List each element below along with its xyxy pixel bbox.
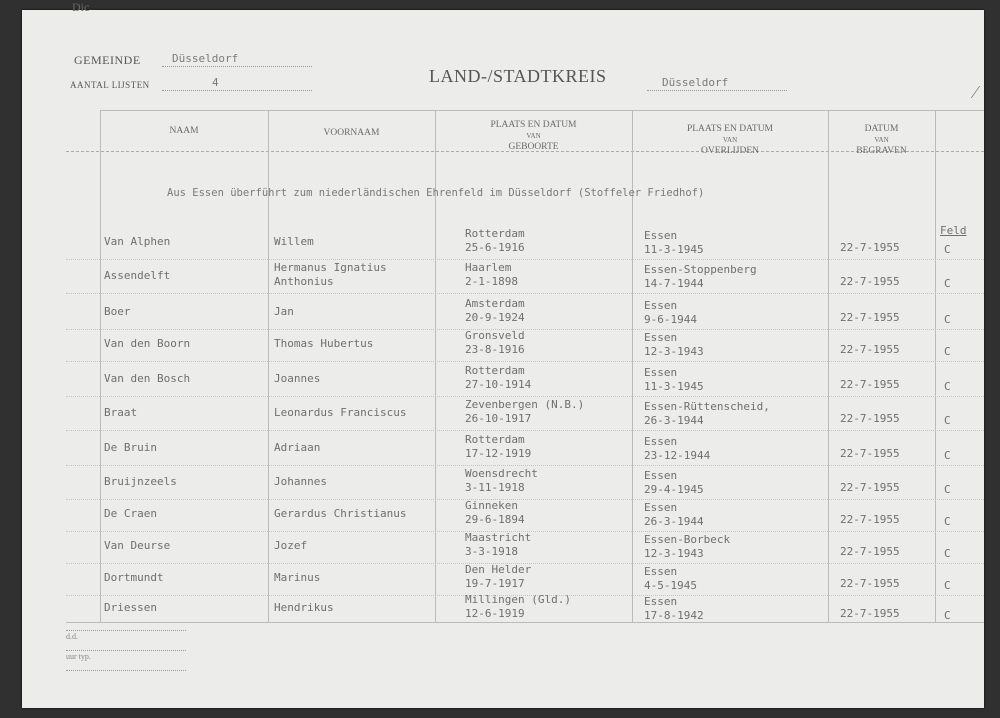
cell-voornaam: Thomas Hubertus	[274, 337, 374, 350]
cell-begraven: 22-7-1955	[840, 378, 900, 391]
gemeinde-label: GEMEINDE	[74, 53, 141, 67]
cell-geboorte-plaats: Den Helder	[465, 563, 532, 576]
header-overlijden-line1: PLAATS EN DATUM	[686, 124, 774, 134]
cell-begraven: 22-7-1955	[840, 275, 900, 288]
cell-overlijden-datum: 4-5-1945	[644, 579, 697, 592]
cell-geboorte-plaats: Woensdrecht	[465, 467, 538, 480]
cell-begraven: 22-7-1955	[840, 412, 900, 425]
cell-feld: C	[944, 579, 951, 592]
cell-geboorte-datum: 12-6-1919	[465, 607, 525, 620]
cell-begraven: 22-7-1955	[840, 343, 900, 356]
cell-geboorte-datum: 3-3-1918	[465, 545, 518, 558]
cell-overlijden-plaats: Essen	[644, 229, 678, 242]
cell-naam: De Craen	[104, 507, 157, 520]
cell-voornaam: Gerardus Christianus	[274, 507, 407, 520]
gemeinde-value: Düsseldorf	[172, 52, 239, 65]
aantal-underline	[162, 90, 312, 91]
cell-geboorte-plaats: Ginneken	[465, 499, 518, 512]
header-voornaam: VOORNAAM	[323, 128, 380, 138]
cell-naam: Van Alphen	[104, 235, 171, 248]
header-begraven-line1: DATUM	[864, 124, 899, 134]
cell-geboorte-plaats: Zevenbergen (N.B.)	[465, 398, 585, 411]
cell-naam: Van den Bosch	[104, 372, 191, 385]
cell-feld: C	[944, 609, 951, 622]
cell-overlijden-plaats: Essen	[644, 565, 678, 578]
row-separator	[66, 396, 984, 397]
header-overlijden-line2: VAN	[722, 136, 738, 144]
cell-overlijden-plaats: Essen-Stoppenberg	[644, 263, 757, 276]
cell-geboorte-datum: 3-11-1918	[465, 481, 525, 494]
gemeinde-underline	[162, 66, 312, 67]
cell-begraven: 22-7-1955	[840, 577, 900, 590]
cell-begraven: 22-7-1955	[840, 311, 900, 324]
cell-overlijden-plaats: Essen	[644, 331, 678, 344]
cell-overlijden-datum: 26-3-1944	[644, 515, 704, 528]
kreis-value: Düsseldorf	[662, 76, 729, 89]
feld-label: Feld	[940, 224, 967, 237]
cell-geboorte-datum: 20-9-1924	[465, 311, 525, 324]
header-overlijden-line3: OVERLIJDEN	[700, 146, 760, 156]
cell-geboorte-datum: 27-10-1914	[465, 378, 532, 391]
cell-overlijden-datum: 14-7-1944	[644, 277, 704, 290]
header-geboorte-line3: GEBOORTE	[508, 142, 559, 152]
cell-naam: De Bruin	[104, 441, 157, 454]
header-begraven	[828, 124, 935, 157]
row-separator	[66, 465, 984, 466]
cell-overlijden-plaats: Essen	[644, 366, 678, 379]
cell-feld: C	[944, 414, 951, 427]
cell-voornaam: Jozef	[274, 539, 308, 552]
cell-feld: C	[944, 313, 951, 326]
cell-overlijden-datum: 29-4-1945	[644, 483, 704, 496]
row-separator	[66, 329, 984, 330]
cell-voornaam: Leonardus Franciscus	[274, 406, 407, 419]
row-separator	[66, 499, 984, 500]
cell-naam: Dortmundt	[104, 571, 164, 584]
kreis-title: LAND-/STADTKREIS	[429, 66, 607, 86]
cell-geboorte-plaats: Millingen (Gld.)	[465, 593, 571, 606]
cell-geboorte-plaats: Rotterdam	[465, 227, 525, 240]
kreis-underline	[647, 90, 787, 91]
cell-overlijden-datum: 26-3-1944	[644, 414, 704, 427]
cell-naam: Driessen	[104, 601, 157, 614]
cell-overlijden-plaats: Essen	[644, 595, 678, 608]
cell-begraven: 22-7-1955	[840, 241, 900, 254]
cell-naam: Bruijnzeels	[104, 475, 177, 488]
cell-overlijden-plaats: Essen	[644, 501, 678, 514]
cell-voornaam: Adriaan	[274, 441, 321, 454]
cell-feld: C	[944, 449, 951, 462]
header-geboorte	[435, 120, 632, 153]
cell-feld: C	[944, 345, 951, 358]
cell-feld: C	[944, 277, 951, 290]
cell-begraven: 22-7-1955	[840, 545, 900, 558]
cell-begraven: 22-7-1955	[840, 607, 900, 620]
corner-text: Dic	[72, 0, 90, 14]
cell-overlijden-plaats: Essen-Rüttenscheid,	[644, 400, 770, 413]
transfer-note: Aus Essen überführt zum niederländischen Ehrenfeld im Düsseldorf (Stoffeler Friedhof)	[167, 187, 705, 199]
header-overlijden	[632, 124, 828, 157]
header-begraven-line3: BEGRAVEN	[856, 146, 907, 156]
row-separator	[66, 361, 984, 362]
cell-naam: Van den Boorn	[104, 337, 191, 350]
cell-geboorte-plaats: Rotterdam	[465, 364, 525, 377]
tick-mark: ⁄	[974, 82, 978, 102]
header-naam: NAAM	[169, 126, 199, 136]
col-divider	[935, 110, 936, 622]
cell-feld: C	[944, 243, 951, 256]
cell-voornaam: Jan	[274, 305, 294, 318]
table-bottom-line	[66, 622, 984, 623]
cell-feld: C	[944, 483, 951, 496]
footer-dd: d.d.	[66, 632, 78, 641]
cell-geboorte-plaats: Gronsveld	[465, 329, 525, 342]
cell-geboorte-datum: 23-8-1916	[465, 343, 525, 356]
document-page	[22, 0, 984, 708]
cell-voornaam: Hendrikus	[274, 601, 334, 614]
col-divider	[100, 110, 101, 622]
header-geboorte-line2: VAN	[526, 132, 541, 140]
cell-overlijden-datum: 17-8-1942	[644, 609, 704, 622]
cell-naam: Assendelft	[104, 269, 171, 282]
cell-geboorte-plaats: Rotterdam	[465, 433, 525, 446]
cell-voornaam: Hermanus Ignatius	[274, 261, 387, 274]
row-separator	[66, 259, 984, 260]
cell-overlijden-plaats: Essen	[644, 469, 678, 482]
cell-overlijden-datum: 23-12-1944	[644, 449, 711, 462]
cell-geboorte-datum: 17-12-1919	[465, 447, 532, 460]
table-top-line	[100, 110, 984, 111]
footer-line	[66, 630, 186, 631]
aantal-value: 4	[212, 76, 219, 89]
row-separator	[66, 430, 984, 431]
cell-geboorte-plaats: Haarlem	[465, 261, 512, 274]
cell-geboorte-plaats: Maastricht	[465, 531, 532, 544]
cell-naam: Boer	[104, 305, 131, 318]
cell-geboorte-datum: 26-10-1917	[465, 412, 532, 425]
cell-begraven: 22-7-1955	[840, 447, 900, 460]
cell-naam: Van Deurse	[104, 539, 171, 552]
cell-begraven: 22-7-1955	[840, 481, 900, 494]
col-divider	[828, 110, 829, 622]
cell-feld: C	[944, 515, 951, 528]
cell-geboorte-datum: 2-1-1898	[465, 275, 518, 288]
cell-voornaam-2: Anthonius	[274, 275, 334, 288]
cell-voornaam: Marinus	[274, 571, 321, 584]
cell-naam: Braat	[104, 406, 138, 419]
cell-feld: C	[944, 547, 951, 560]
header-geboorte-line1: PLAATS EN DATUM	[490, 120, 577, 130]
cell-voornaam: Willem	[274, 235, 314, 248]
cell-overlijden-datum: 11-3-1945	[644, 380, 704, 393]
cell-overlijden-plaats: Essen	[644, 299, 678, 312]
cell-geboorte-datum: 25-6-1916	[465, 241, 525, 254]
cell-feld: C	[944, 380, 951, 393]
row-separator	[66, 293, 984, 294]
footer-typ: uur typ.	[66, 652, 91, 661]
cell-overlijden-plaats: Essen	[644, 435, 678, 448]
header-begraven-line2: VAN	[874, 136, 889, 144]
cell-overlijden-datum: 11-3-1945	[644, 243, 704, 256]
cell-overlijden-plaats: Essen-Borbeck	[644, 533, 731, 546]
cell-geboorte-datum: 29-6-1894	[465, 513, 525, 526]
cell-voornaam: Johannes	[274, 475, 327, 488]
footer-line	[66, 670, 186, 671]
cell-geboorte-plaats: Amsterdam	[465, 297, 525, 310]
cell-geboorte-datum: 19-7-1917	[465, 577, 525, 590]
cell-begraven: 22-7-1955	[840, 513, 900, 526]
cell-overlijden-datum: 12-3-1943	[644, 547, 704, 560]
cell-overlijden-datum: 12-3-1943	[644, 345, 704, 358]
aantal-label: AANTAL LIJSTEN	[70, 80, 150, 90]
footer-line	[66, 650, 186, 651]
cell-voornaam: Joannes	[274, 372, 321, 385]
cell-overlijden-datum: 9-6-1944	[644, 313, 697, 326]
